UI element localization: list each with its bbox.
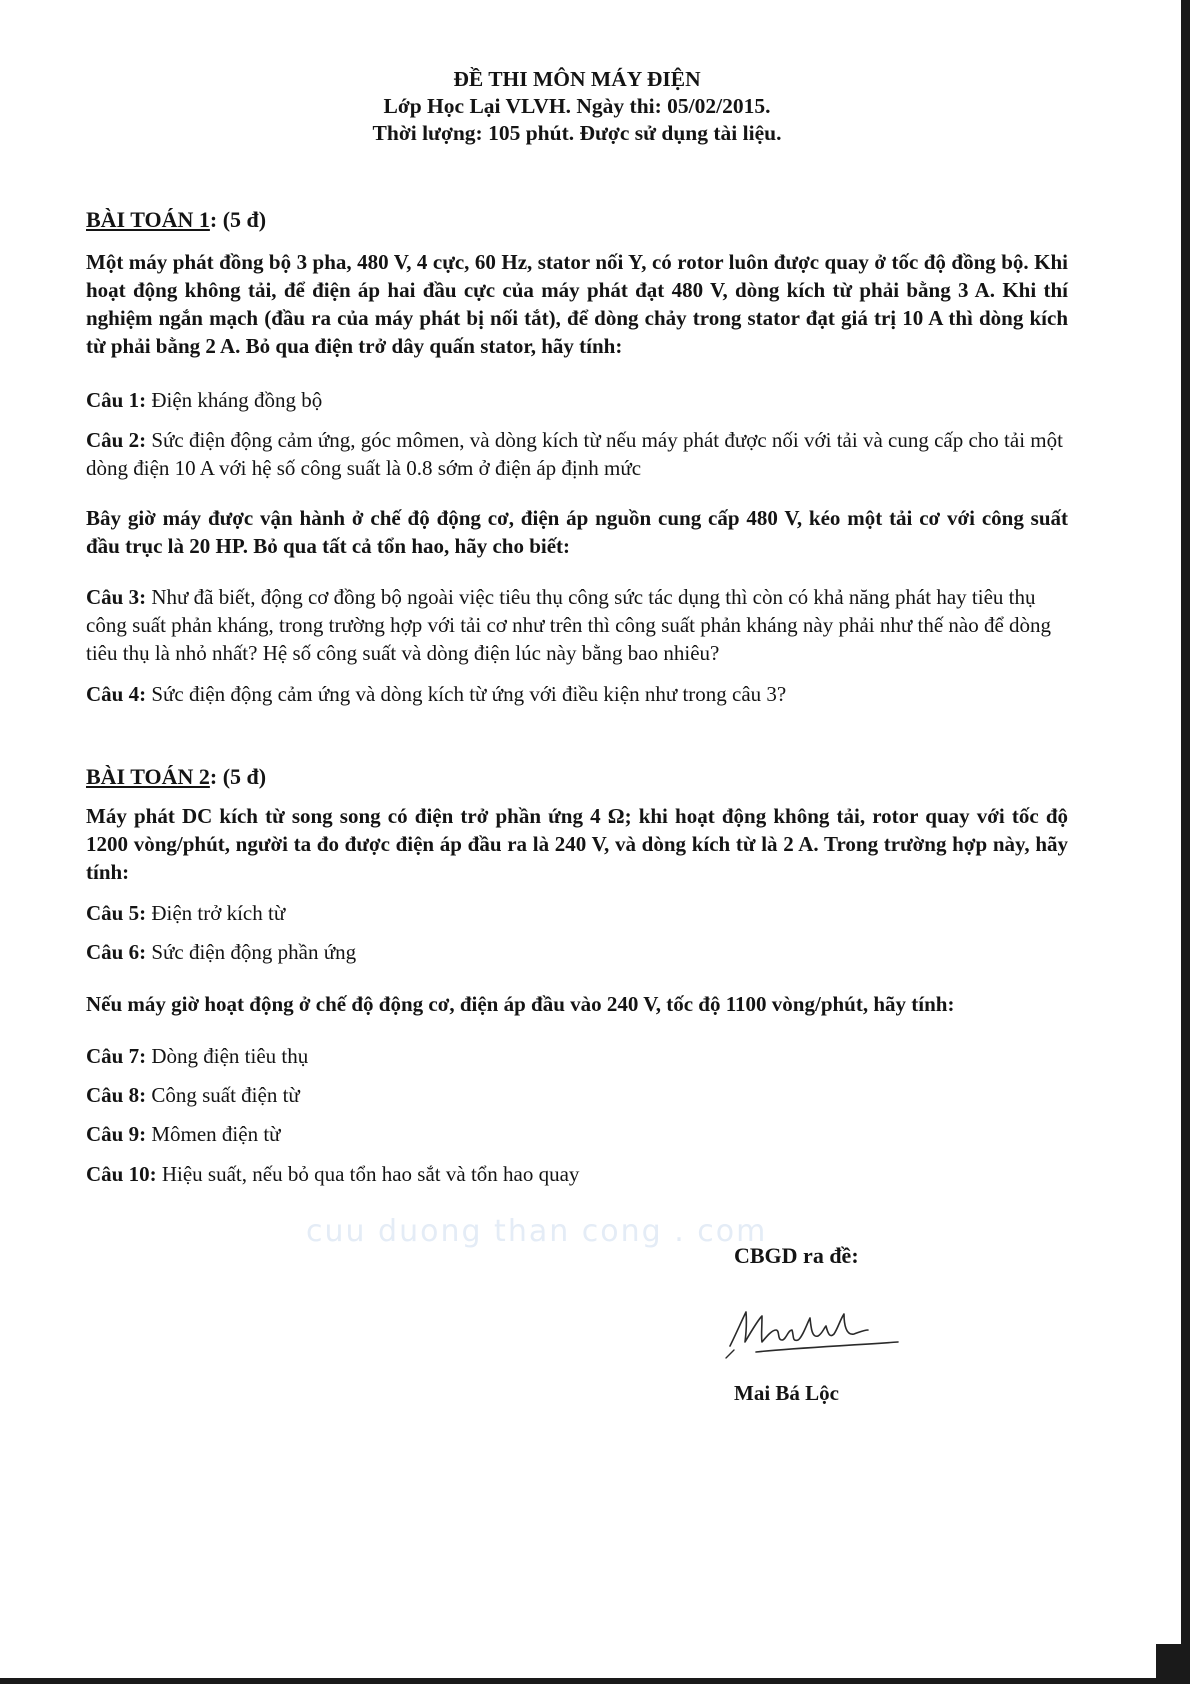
question-4	[86, 680, 1068, 708]
scan-edge-right	[1181, 0, 1190, 1684]
signature-stroke	[730, 1312, 868, 1346]
question-4-label: Câu 4:	[86, 682, 147, 706]
question-1-text: Điện kháng đồng bộ	[146, 388, 323, 412]
problem2-heading-label: BÀI TOÁN 2	[86, 764, 210, 789]
question-8	[86, 1081, 1068, 1109]
question-8-label: Câu 8:	[86, 1083, 147, 1107]
question-4-text: Sức điện động cảm ứng và dòng kích từ ứng với điều kiện như trong câu 3?	[146, 682, 787, 706]
question-5-text: Điện trở kích từ	[146, 901, 286, 925]
question-9	[86, 1120, 1068, 1148]
question-6-text: Sức điện động phần ứng	[146, 940, 357, 964]
problem2-heading	[86, 763, 1068, 791]
problem1-statement: Một máy phát đồng bộ 3 pha, 480 V, 4 cực, 60 Hz, stator nối Y, có rotor luôn được quay ở tốc độ đồng bộ. Khi hoạt động không tải, để điện áp hai đầu cực của máy phát đạt 480 V, dòng kích từ phải bằng 3 A. Khi thí nghiệm ngắn mạch (đầu ra của máy phát bị nối tắt), để dòng chảy trong stator đạt giá trị 10 A thì dòng kích từ phải bằng 2 A. Bỏ qua điện trở dây quấn stator, hãy tính:	[86, 250, 1068, 358]
signature-underline	[756, 1342, 898, 1352]
question-5-label: Câu 5:	[86, 901, 147, 925]
question-7-text: Dòng điện tiêu thụ	[146, 1044, 309, 1068]
scan-corner	[1156, 1644, 1190, 1684]
cbgd-label: CBGD ra đề:	[734, 1243, 859, 1268]
question-8-text: Công suất điện từ	[146, 1083, 300, 1107]
question-6-label: Câu 6:	[86, 940, 147, 964]
question-2	[86, 426, 1068, 482]
problem1-statement2: Bây giờ máy được vận hành ở chế độ động cơ, điện áp nguồn cung cấp 480 V, kéo một tải cơ với công suất đầu trục là 20 HP. Bỏ qua tất cả tổn hao, hãy cho biết:	[86, 506, 1068, 558]
watermark: cuu duong than cong . com	[306, 1214, 768, 1249]
question-3	[86, 583, 1068, 667]
question-9-text: Mômen điện từ	[146, 1122, 281, 1146]
question-10-text: Hiệu suất, nếu bỏ qua tổn hao sắt và tổn hao quay	[156, 1162, 580, 1186]
question-9-label: Câu 9:	[86, 1122, 147, 1146]
exam-duration: Thời lượng: 105 phút. Được sử dụng tài liệu.	[372, 121, 782, 145]
signer-name: Mai Bá Lộc	[734, 1381, 839, 1405]
question-10-label: Câu 10:	[86, 1162, 157, 1186]
exam-title: ĐỀ THI MÔN MÁY ĐIỆN	[453, 67, 701, 91]
question-5	[86, 899, 1068, 927]
problem2-statement2: Nếu máy giờ hoạt động ở chế độ động cơ, điện áp đầu vào 240 V, tốc độ 1100 vòng/phút, hãy tính:	[86, 992, 955, 1016]
problem1-heading	[86, 206, 1068, 234]
question-2-label: Câu 2:	[86, 428, 147, 452]
exam-class-date: Lớp Học Lại VLVH. Ngày thi: 05/02/2015.	[383, 94, 771, 118]
problem1-heading-label: BÀI TOÁN 1	[86, 207, 210, 232]
problem1-heading-points: : (5 đ)	[209, 207, 267, 232]
question-7	[86, 1042, 1068, 1070]
question-3-text: Như đã biết, động cơ đồng bộ ngoài việc tiêu thụ công sức tác dụng thì còn có khả năng phát hay tiêu thụ công suất phản kháng, trong trường hợp với tải cơ như trên thì công suất phản kháng này phải như thế nào để dòng tiêu thụ là nhỏ nhất? Hệ số công suất và dòng điện lúc này bằng bao nhiêu?	[86, 585, 1052, 665]
signature	[722, 1290, 912, 1370]
problem2-heading-points: : (5 đ)	[209, 764, 267, 789]
question-1	[86, 386, 1068, 414]
question-1-label: Câu 1:	[86, 388, 147, 412]
question-10	[86, 1160, 1068, 1188]
question-6	[86, 938, 1068, 966]
question-3-label: Câu 3:	[86, 585, 147, 609]
question-7-label: Câu 7:	[86, 1044, 147, 1068]
signature-tick	[726, 1350, 734, 1358]
exam-header	[86, 66, 1068, 147]
scan-edge-bottom	[0, 1678, 1190, 1684]
question-2-text: Sức điện động cảm ứng, góc mômen, và dòng kích từ nếu máy phát được nối với tải và cung cấp cho tải một dòng điện 10 A với hệ số công suất là 0.8 sớm ở điện áp định mức	[86, 428, 1063, 480]
problem2-statement: Máy phát DC kích từ song song có điện trở phần ứng 4 Ω; khi hoạt động không tải, rotor quay với tốc độ 1200 vòng/phút, người ta đo được điện áp đầu ra là 240 V, và dòng kích từ là 2 A. Trong trường hợp này, hãy tính:	[86, 804, 1068, 884]
